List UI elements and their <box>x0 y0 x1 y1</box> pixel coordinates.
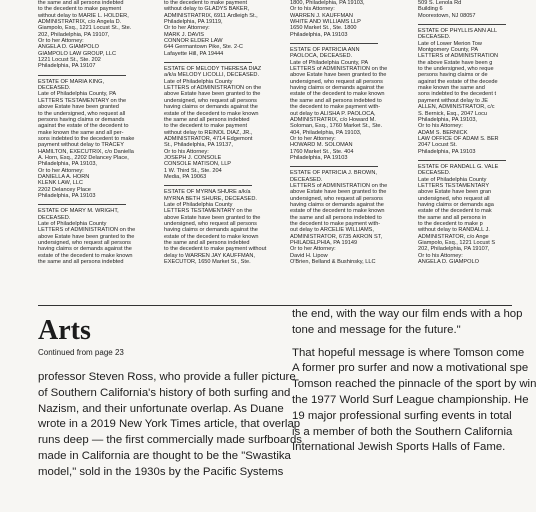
notice-line: above Estate have been granted to the <box>290 72 387 79</box>
notice-line: the decedent to make payment with- <box>290 104 381 111</box>
notice-line: DECEASED. <box>418 170 451 177</box>
notice-line: estate of the decedent to make known <box>164 233 259 240</box>
notice-line: without delay to RANDALL J. <box>418 227 490 234</box>
notice-line: David H. Lipow <box>290 252 328 259</box>
notice-line: the same and all persons indebted to <box>290 97 382 104</box>
notice-line: above Estate have been granted to the <box>164 91 261 98</box>
notice-line: Media, PA 19063 <box>164 173 207 180</box>
notice-line: Late of Philadelphia County <box>38 221 107 227</box>
article-line: A former pro surfer and now a motivational spe <box>292 362 529 375</box>
section-divider <box>38 305 512 306</box>
notice-line: 2047 Locust St. <box>418 142 457 149</box>
notice-separator <box>418 160 506 161</box>
notice-line: having claims or demands against the <box>290 201 384 208</box>
notice-line: above Estate have been granted to the <box>38 233 135 240</box>
notice-line: Or to his Attorney: <box>418 123 463 130</box>
notice-line: Lafayette Hill, PA 19444 <box>164 50 224 57</box>
legal-notice <box>418 0 518 19</box>
notice-line: Soloman, Esq., 1760 Market St., Ste. <box>290 123 383 130</box>
notice-line: Late of Philadelphia County <box>164 78 233 85</box>
article-column-left <box>38 370 302 481</box>
notice-line: ADAM S. BERNICK <box>418 129 468 136</box>
legal-notice <box>418 28 518 155</box>
notice-line: to the undersigned, who request all <box>38 110 126 117</box>
notice-separator <box>38 204 126 205</box>
article-line: 19 major professional surfing events in total <box>292 409 512 422</box>
notice-line: Giampolo, Esq., 1221 Locust St., Ste. <box>38 25 132 32</box>
notice-line: WARREN J. KAUFFMAN <box>290 12 353 19</box>
notice-line: Giampolo, Esq., 1221 Locust S <box>418 240 496 247</box>
notice-line: Philadelphia, PA 19103 <box>418 148 476 155</box>
notice-line: the same and all persons indebted <box>164 116 250 123</box>
notice-line: Late of Philadelphia County, PA <box>38 91 117 98</box>
notice-line: S. Bernick, Esq., 2047 Locu <box>418 110 488 117</box>
notice-line: Or to his Attorney: <box>290 6 335 13</box>
legal-notice <box>418 164 518 266</box>
notice-line: estate of the decedent to mak <box>418 208 492 215</box>
notice-line: to the decedent to make payment without <box>164 246 267 253</box>
notice-line: having claims or demands against the <box>290 85 384 92</box>
notice-separator <box>164 62 252 63</box>
notice-line: the same and all persons indebted <box>38 0 124 6</box>
notice-line: KLENK LAW, LLC <box>38 180 83 187</box>
notice-line: Montgomery County, PA <box>418 47 479 54</box>
notice-line: undersigned, who request all persons <box>290 78 383 85</box>
notice-line: PAOLOCA, DECEASED. <box>290 53 353 60</box>
notice-line: ADMINISTRATRIX, c/o Angela D. <box>38 19 122 26</box>
notice-line: Late of Philadelphia County <box>164 201 233 208</box>
notice-line: persons having claims or de <box>418 72 488 79</box>
notice-separator <box>290 166 378 167</box>
notice-line: above Estate have been gran <box>418 189 492 196</box>
notice-line: DECEASED. <box>290 176 323 183</box>
notice-line: 202, Philadelphia, PA 19107, <box>418 246 490 253</box>
notice-line: Or to her Attorney: <box>164 25 210 32</box>
notice-line: estate of the decedent to make known <box>164 110 259 117</box>
notice-line: LETTERS TESTAMENTARY <box>418 182 490 189</box>
notice-line: 1 W. Third St., Ste. 204 <box>164 167 222 174</box>
notice-line: DECEASED. <box>38 85 71 92</box>
notice-line: ADMINISTRATOR, 6735 AKRON ST, <box>290 233 383 240</box>
notice-line: DANIELLA A. HORN <box>38 173 90 180</box>
notice-line: Philadelphia, PA 19103 <box>290 154 348 161</box>
notice-line: LETTERS of ADMINISTRATION on the <box>164 85 262 92</box>
article-line: Nazism, and their unfortunate overlap. As Duane <box>38 402 284 415</box>
notice-line: MYRNA BETH SHURE, DECEASED. <box>164 195 257 202</box>
notice-line: Or to her Attorney: <box>38 38 84 45</box>
legal-notice <box>164 0 258 57</box>
section-title: Arts <box>38 315 91 346</box>
notice-line: HOWARD M. SOLOMAN <box>290 142 353 149</box>
notice-line: the same and all persons indebted to <box>290 214 382 221</box>
notice-line: DECEASED. <box>38 214 71 221</box>
notice-line: O'Brien, Belland & Bushinsky, LLC <box>290 259 376 266</box>
notice-line: ANGELA D. GIAMPOLO <box>418 259 479 266</box>
notice-line: Or to his Attorney: <box>164 148 209 155</box>
notice-line: Or to her Attorney: <box>290 135 336 142</box>
notice-line: without delay to MARIE L. HOLDER, <box>38 12 129 19</box>
notice-line: out delay to ARCELIE WILLIAMS, <box>290 227 374 234</box>
notice-line: the same and all persons in <box>418 214 487 221</box>
notice-line: 1800, Philadelphia, PA 19103, <box>290 0 365 6</box>
notice-line: delay to WARREN JAY KAUFFMAN, <box>164 252 255 259</box>
notice-line: to the decedent to make payment <box>38 6 122 13</box>
legal-notice <box>38 0 132 70</box>
notice-line: payment without delay to TRACEY <box>38 142 125 149</box>
notice-line: 202, Philadelphia, PA 19107, <box>38 31 110 38</box>
notice-line: LETTERS of ADMINISTRATION on the <box>290 66 388 73</box>
notice-line: undersigned, who request all persons <box>290 195 383 202</box>
article-line: International Jewish Sports Halls of Fame. <box>292 441 506 454</box>
article-line: tone and message for the future." <box>292 323 461 336</box>
legal-notice <box>164 66 262 180</box>
notice-line: make known the same and all per- <box>38 129 124 136</box>
notice-line: ESTATE OF MARIA KING, <box>38 78 104 85</box>
notice-line: ADMINISTRATRIX, 6911 Ardleigh St., <box>164 12 258 19</box>
notice-line: LETTERS of ADMINISTRATION <box>418 53 499 60</box>
notice-separator <box>164 185 252 186</box>
notice-separator <box>38 75 126 76</box>
notice-line: 1760 Market St., Ste. 404 <box>290 148 354 155</box>
notice-line: Moorestown, NJ 08057 <box>418 12 476 19</box>
notice-line: having claims or demands against the <box>164 227 258 234</box>
notice-line: St., Philadelphia, PA 19137, <box>164 142 233 149</box>
notice-line: ADMINISTRATRIX, c/o Howard M. <box>290 116 376 123</box>
notice-line: GIAMPOLO LAW GROUP, LLC <box>38 50 117 57</box>
notice-line: Building 6 <box>418 6 443 13</box>
article-line: is a member of both the Southern California <box>292 425 513 438</box>
notice-line: above Estate have been granted <box>38 104 119 111</box>
notice-line: without delay to GLADYS BAKER, <box>164 6 250 13</box>
notice-line: LETTERS TESTAMENTARY on the <box>38 97 127 104</box>
notice-line: having claims or demands against the <box>164 104 258 111</box>
notice-line: A. Horn, Esq., 2202 Delancey Place, <box>38 154 129 161</box>
article-line: of Southern California's history of both surfing and <box>38 386 291 399</box>
notice-line: ESTATE OF MARY M. WRIGHT, <box>38 208 119 215</box>
notice-line: having claims or demands aga <box>418 201 494 208</box>
legal-column-4 <box>418 0 518 298</box>
notice-line: ESTATE OF MYRNA SHURE a/k/a <box>164 189 251 196</box>
notice-line: against the estate of the decede <box>418 78 498 85</box>
notice-line: the above Estate have been g <box>418 59 493 66</box>
article-line: made in California are thought to be the "Swastika <box>38 449 291 462</box>
legal-column-3 <box>290 0 388 298</box>
notice-line: 2202 Delancey Place <box>38 186 91 193</box>
notice-line: ESTATE OF PATRICIA ANN <box>290 47 360 54</box>
notice-line: LETTERS of ADMINISTRATION on the <box>290 182 388 189</box>
notice-line: Philadelphia, PA 19103 <box>290 31 348 38</box>
article-line: Tomson reached the pinnacle of the sport by win <box>292 378 536 391</box>
notice-line: undersigned, who request all <box>418 195 490 202</box>
notice-line: sons indebted to the decedent to make <box>38 135 135 142</box>
notice-line: out delay to ALISHA P. PAOLOCA, <box>290 110 376 117</box>
notice-line: Late of Philadelphia County <box>418 176 487 183</box>
legal-notice <box>290 170 388 266</box>
notice-line: LETTERS TESTAMENTARY on the <box>164 208 253 215</box>
notice-line: the same and all persons indebted <box>164 240 250 247</box>
article-line: wrote in a 2019 New York Times article, that overlap <box>38 418 301 431</box>
article-line: runs deep — the first commercially made surfboards <box>38 434 302 447</box>
legal-notice <box>38 208 136 266</box>
notice-line: 404, Philadelphia, PA 19103, <box>290 129 362 136</box>
legal-notice <box>290 47 388 161</box>
notice-line: Philadelphia, PA 19107 <box>38 63 96 70</box>
notice-line: persons having claims or demands <box>38 116 125 123</box>
notice-line: the decedent to make payment with- <box>290 221 381 227</box>
notice-line: Late of Philadelphia County, PA <box>290 59 369 66</box>
notice-line: ESTATE OF PATRICIA J. BROWN, <box>290 170 377 177</box>
notice-line: ESTATE OF MELODY THERESA DIAZ <box>164 66 262 73</box>
notice-line: LAW OFFICE OF ADAM S. BER <box>418 135 499 142</box>
legal-column-2 <box>164 0 267 298</box>
notice-line: above Estate have been granted to the <box>164 214 261 221</box>
legal-column-1 <box>38 0 136 298</box>
notice-line: HAMILTON, EXECUTRIX, c/o Daniella <box>38 148 134 155</box>
notice-line: undersigned, who request all persons <box>38 240 131 247</box>
notice-line: Or to his Attorney: <box>418 252 463 259</box>
notice-line: estate of the decedent to make known <box>290 91 385 98</box>
article-right-paragraph-2 <box>292 346 536 457</box>
notice-line: to the decedent to make payment <box>164 0 248 6</box>
notice-line: ALLEN, ADMINISTRATOR, c/c <box>418 104 495 111</box>
notice-line: payment without delay to JE <box>418 97 488 104</box>
notice-line: estate of the decedent to make known <box>290 208 385 215</box>
notice-line: EXECUTOR, 1650 Market St., Ste. <box>164 259 251 266</box>
notice-line: Philadelphia, PA 19103, <box>38 161 97 168</box>
notice-separator <box>418 24 506 25</box>
article-line: the end, with the way our film ends with a hop <box>292 308 523 320</box>
notice-line: to the decedent to make p <box>418 221 483 227</box>
notice-line: CONNOR ELDER LAW <box>164 38 223 45</box>
notice-line: 1650 Market St., Ste. 1800 <box>290 25 357 32</box>
notice-line: against the estate of the decedent to <box>38 123 129 130</box>
notice-line: to the undersigned, who reque <box>418 66 494 73</box>
notice-line: ADMINISTRATOR, 4714 Edgemont <box>164 135 253 142</box>
notice-line: MARK J. DAVIS <box>164 31 204 38</box>
continued-from-line: Continued from page 23 <box>38 348 124 357</box>
notice-line: 1221 Locust St., Ste. 202 <box>38 57 101 64</box>
notice-line: without delay to REINOL DIAZ, JR., <box>164 129 253 136</box>
notice-line: Or to her Attorney: <box>290 246 336 253</box>
notice-line: ESTATE OF PHYLLIS ANN ALL <box>418 28 498 35</box>
notice-line: CONSOLE MATISON, LLP <box>164 161 232 168</box>
notice-line: Or to her Attorney: <box>38 167 84 174</box>
notice-line: Philadelphia, PA 19103, <box>418 116 477 123</box>
notice-line: undersigned, who request all persons <box>164 221 257 227</box>
notice-line: LETTERS of ADMINISTRATION on the <box>38 227 136 234</box>
notice-line: Philadelphia, PA 19119, <box>164 19 223 26</box>
notice-line: ADMINISTRATOR, c/o Ange <box>418 233 489 240</box>
notice-line: Philadelphia, PA 19103 <box>38 192 96 199</box>
notice-line: estate of the decedent to make known <box>38 252 133 259</box>
legal-notice <box>290 0 378 38</box>
notice-line: JOSEPH J. CONSOLE <box>164 154 222 161</box>
article-line: That hopeful message is where Tomson come <box>292 346 525 359</box>
article-line: the 1977 World Surf League championship. He <box>292 393 529 406</box>
notice-line: above Estate have been granted to the <box>290 189 387 196</box>
notice-line: ESTATE OF RANDALL G. VALE <box>418 163 499 170</box>
notice-line: make known the same and <box>418 85 485 92</box>
article-line: model," sold in the 1930s by the Pacific Systems <box>38 465 284 478</box>
notice-line: to the decedent to make payment <box>164 123 248 130</box>
notice-line: DECEASED. <box>418 34 451 41</box>
notice-line: sons indebted to the decedent t <box>418 91 497 98</box>
notice-line: 509 S. Lenola Rd <box>418 0 462 6</box>
notice-line: WHITE AND WILLIAMS LLP <box>290 19 361 26</box>
notice-line: having claims or demands against the <box>38 246 132 253</box>
notice-line: PHILADELPHIA, PA 19149 <box>290 240 358 247</box>
article-line: professor Steven Ross, who provide a fuller picture <box>38 371 296 383</box>
notice-line: Late of Lower Merion Tow <box>418 40 482 47</box>
notice-line: a/k/a MELODY LICOLLI, DECEASED. <box>164 72 260 79</box>
article-column-right <box>292 307 536 456</box>
notice-line: undersigned, who request all persons <box>164 97 257 104</box>
notice-line: 644 Germantown Pike, Ste. 2-C <box>164 44 243 51</box>
legal-notice <box>38 78 135 200</box>
notice-line: ANGELA D. GIAMPOLO <box>38 44 99 51</box>
article-right-paragraph-1 <box>292 307 523 339</box>
notice-line: the same and all persons indebted <box>38 259 124 266</box>
notice-separator <box>290 43 378 44</box>
legal-notice <box>164 189 267 266</box>
